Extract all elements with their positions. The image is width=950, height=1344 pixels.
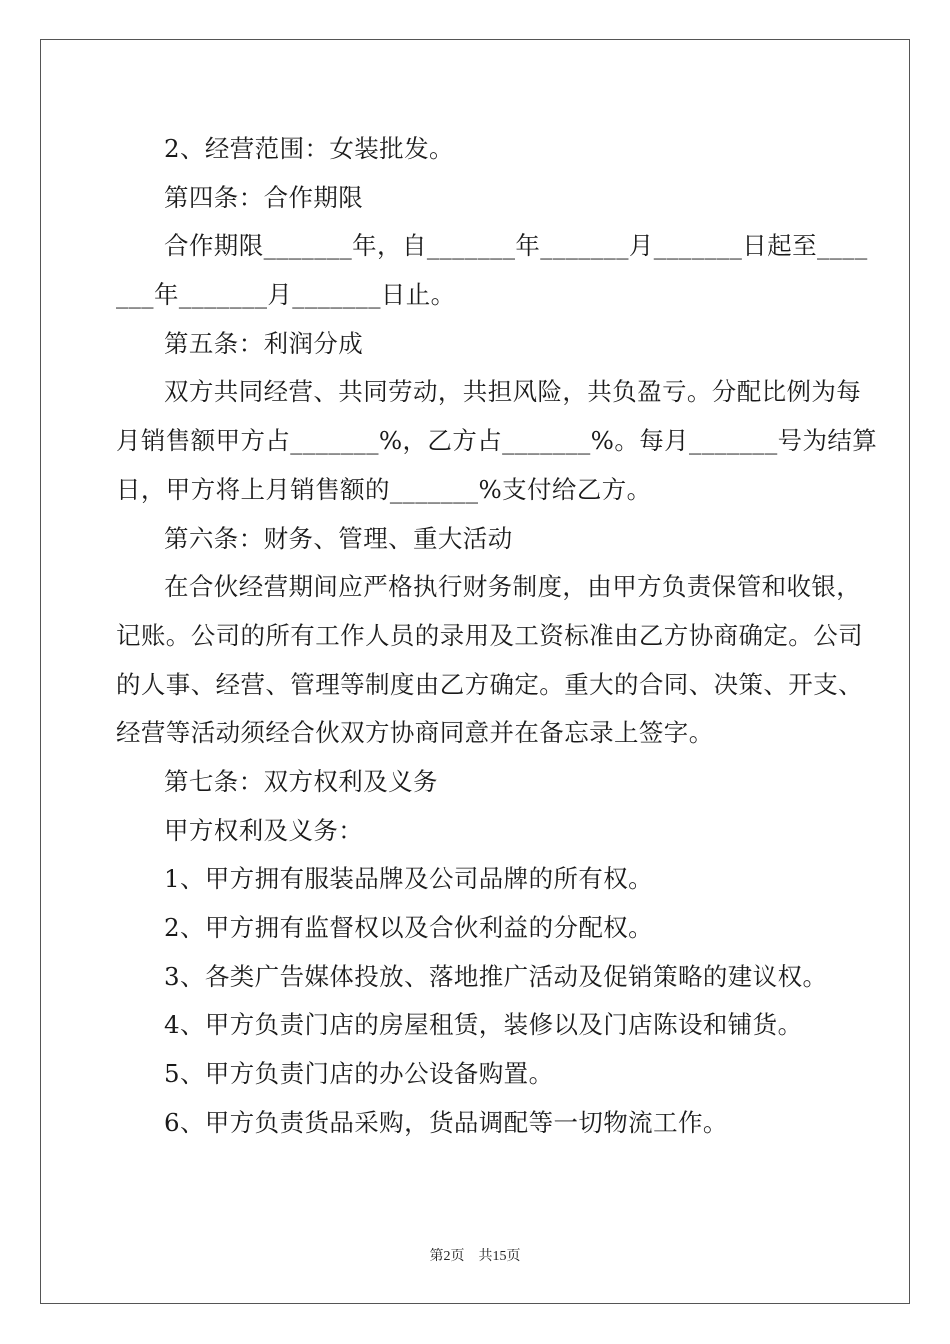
article-7-heading: 第七条：双方权利及义务	[164, 766, 438, 796]
scope-item: 2、经营范围：女装批发。	[164, 134, 454, 163]
finance-paragraph-line-3: 的人事、经营、管理等制度由乙方确定。重大的合同、决策、开支、	[116, 669, 863, 699]
party-a-item-3: 3、各类广告媒体投放、落地推广活动及促销策略的建议权。	[164, 961, 828, 991]
profit-paragraph-line-3: 日，甲方将上月销售额的_______%支付给乙方。	[116, 474, 652, 504]
term-paragraph-line-2: ___年_______月_______日止。	[116, 280, 456, 310]
article-5-heading: 第五条：利润分成	[164, 328, 364, 358]
page-number-footer: 第2页 共15页	[429, 1249, 521, 1264]
article-4-heading: 第四条：合作期限	[164, 182, 364, 212]
term-paragraph-line-1: 合作期限_______年，自_______年_______月_______日起至____	[164, 231, 868, 261]
party-a-item-1: 1、甲方拥有服装品牌及公司品牌的所有权。	[164, 864, 654, 894]
finance-paragraph-line-4: 经营等活动须经合伙双方协商同意并在备忘录上签字。	[116, 718, 714, 748]
party-a-item-4: 4、甲方负责门店的房屋租赁，装修以及门店陈设和铺货。	[164, 1010, 803, 1040]
party-a-item-2: 2、甲方拥有监督权以及合伙利益的分配权。	[164, 913, 654, 942]
finance-paragraph-line-1: 在合伙经营期间应严格执行财务制度，由甲方负责保管和收银，	[164, 572, 862, 602]
party-a-item-5: 5、甲方负责门店的办公设备购置。	[164, 1059, 554, 1089]
party-a-subheading: 甲方权利及义务：	[164, 815, 364, 845]
finance-paragraph-line-2: 记账。公司的所有工作人员的录用及工资标准由乙方协商确定。公司	[116, 620, 863, 650]
article-6-heading: 第六条：财务、管理、重大活动	[164, 523, 513, 553]
profit-paragraph-line-1: 双方共同经营、共同劳动，共担风险，共负盈亏。分配比例为每	[164, 377, 862, 407]
profit-paragraph-line-2: 月销售额甲方占_______%，乙方占_______%。每月_______号为结算	[116, 426, 878, 456]
party-a-item-6: 6、甲方负责货品采购，货品调配等一切物流工作。	[164, 1107, 728, 1137]
document-body	[116, 125, 878, 1147]
